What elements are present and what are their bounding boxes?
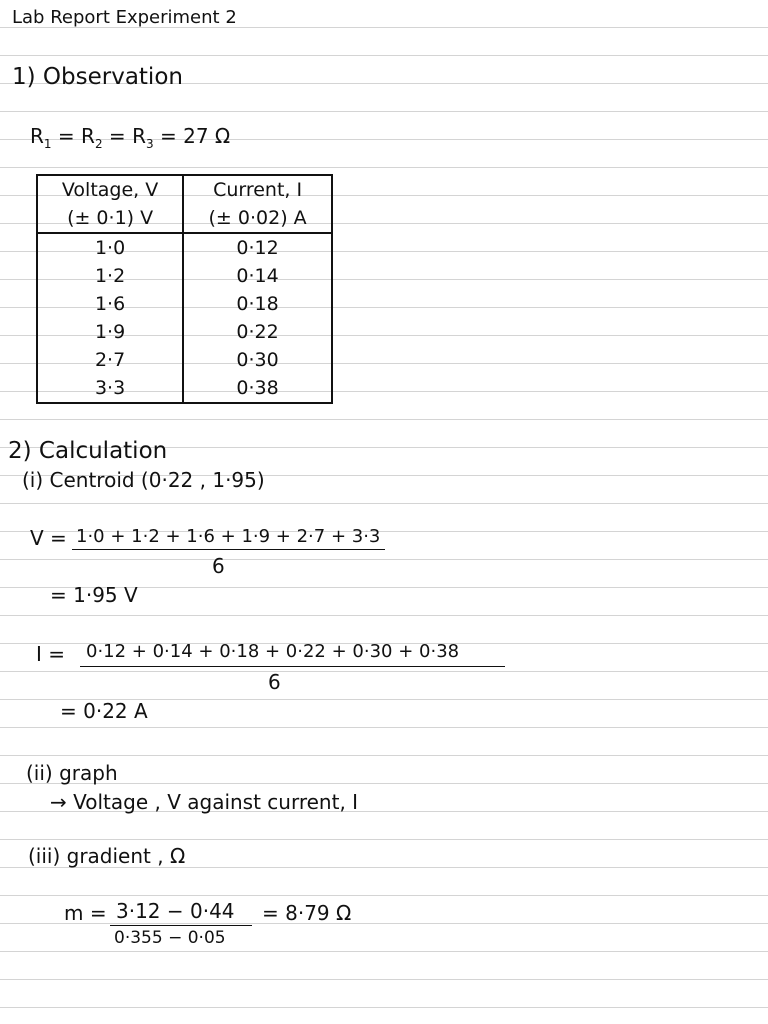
i-numerator: 0·12 + 0·14 + 0·18 + 0·22 + 0·30 + 0·38 xyxy=(86,641,460,662)
page-title: Lab Report Experiment 2 xyxy=(12,7,237,28)
resistance-equation: $R_1 = R_2 = R_3 = 27$ Ω xyxy=(30,124,231,151)
r1-symbol: R xyxy=(30,124,44,148)
voltage-header: Voltage, V xyxy=(37,175,183,204)
observation-heading: 1) Observation xyxy=(12,64,183,90)
i-denominator: 6 xyxy=(268,670,281,694)
current-cell: 0·12 xyxy=(183,233,332,262)
graph-heading: (ii) graph xyxy=(26,761,118,785)
current-cell: 0·14 xyxy=(183,262,332,290)
table-row xyxy=(37,262,332,290)
observation-table xyxy=(36,174,333,404)
table-row xyxy=(37,233,332,262)
gradient-heading: (iii) gradient , Ω xyxy=(28,844,186,868)
voltage-cell: 3·3 xyxy=(37,374,183,403)
r2-subscript: 2 xyxy=(94,137,103,151)
current-uncertainty: (± 0·02) A xyxy=(183,204,332,233)
table-row xyxy=(37,346,332,374)
m-label: m = xyxy=(64,901,107,925)
current-cell: 0·30 xyxy=(183,346,332,374)
centroid-line: (i) Centroid (0·22 , 1·95) xyxy=(22,468,265,492)
current-cell: 0·18 xyxy=(183,290,332,318)
m-numerator: 3·12 − 0·44 xyxy=(116,899,235,923)
v-label: V = xyxy=(30,526,67,550)
table-row xyxy=(37,374,332,403)
voltage-uncertainty: (± 0·1) V xyxy=(37,204,183,233)
v-numerator: 1·0 + 1·2 + 1·6 + 1·9 + 2·7 + 3·3 xyxy=(76,526,381,547)
voltage-cell: 1·9 xyxy=(37,318,183,346)
current-cell: 0·38 xyxy=(183,374,332,403)
table-row xyxy=(37,290,332,318)
v-denominator: 6 xyxy=(212,554,225,578)
r3-subscript: 3 xyxy=(145,137,154,151)
i-fraction-line xyxy=(80,666,505,667)
i-result: = 0·22 A xyxy=(60,699,148,723)
r3-symbol: R xyxy=(132,124,146,148)
v-fraction-line xyxy=(72,549,385,550)
voltage-cell: 1·6 xyxy=(37,290,183,318)
i-label: I = xyxy=(36,642,66,666)
voltage-cell: 1·2 xyxy=(37,262,183,290)
current-cell: 0·22 xyxy=(183,318,332,346)
m-fraction-line xyxy=(110,925,252,926)
voltage-cell: 1·0 xyxy=(37,233,183,262)
r2-symbol: R xyxy=(81,124,95,148)
m-result: = 8·79 Ω xyxy=(262,901,352,925)
r1-subscript: 1 xyxy=(43,137,52,151)
table-row xyxy=(37,318,332,346)
calculation-heading: 2) Calculation xyxy=(8,438,168,464)
resistance-value: 27 Ω xyxy=(183,124,231,148)
current-header: Current, I xyxy=(183,175,332,204)
v-result: = 1·95 V xyxy=(50,583,138,607)
m-denominator: 0·355 − 0·05 xyxy=(114,928,226,948)
voltage-cell: 2·7 xyxy=(37,346,183,374)
graph-description: → Voltage , V against current, I xyxy=(50,790,359,814)
